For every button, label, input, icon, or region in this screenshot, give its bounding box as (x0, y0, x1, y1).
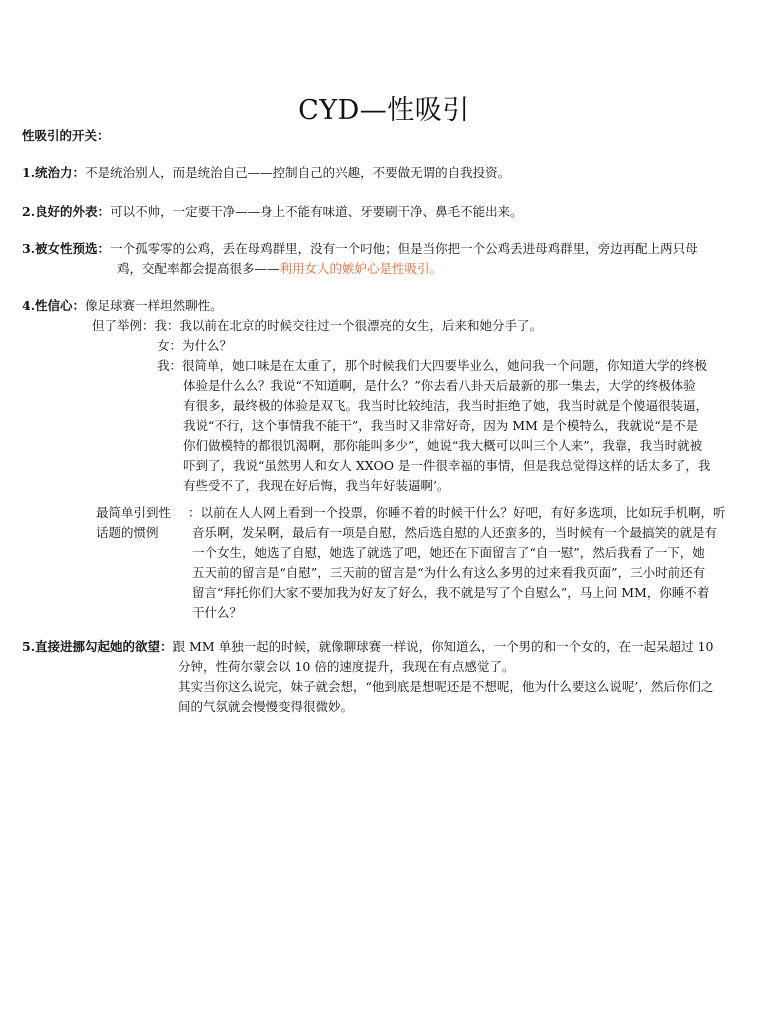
me-text-2-line-6: 吓到了，我说“虽然男人和女人 XXOO 是一件很幸福的事情，但是我总觉得这样的话太多了，我 (183, 458, 711, 473)
topic-body (192, 523, 717, 623)
topic-line-2: 音乐啊，发呆啊，最后有一项是自慰，然后选自慰的人还蛮多的，当时候有一个最搞笑的就是有 (192, 525, 718, 540)
topic-label-line-2: 话题的惯例 (96, 525, 159, 540)
section-5-line-2: 分钟，性荷尔蒙会以 10 倍的速度提升，我现在有点感觉了。 (178, 659, 515, 674)
topic-line-4: 五天前的留言是“自慰”，三天前的留言是“为什么有这么多男的过来看我页面”，三小时前还有 (192, 565, 706, 580)
section-4-text: 像足球赛一样坦然聊性。 (85, 298, 223, 313)
topic-line-1: 以前在人人网上看到一个投票，你睡不着的时候干什么？好吧，有好多选项，比如玩手机啊，听 (200, 505, 726, 520)
me-text-2-line-7: 有些受不了，我现在好后悔，我当年好装逼啊’。 (183, 478, 450, 493)
page-title: CYD—性吸引 (298, 95, 470, 126)
topic-line-3: 一个女生，她选了自慰，她选了就选了吧，她还在下面留言了“自一慰”，然后我看了一下，她 (192, 545, 705, 560)
example-label: 但了举例： (92, 318, 155, 333)
section-1-text: 不是统治别人，而是统治自己——控制自己的兴趣，不要做无谓的自我投资。 (85, 165, 511, 180)
intro-heading: 性吸引的开关： (22, 128, 110, 143)
section-3-line-2-text: 鸡，交配率都会提高很多—— (117, 261, 280, 276)
section-5-body (178, 657, 713, 717)
topic-label (96, 503, 171, 543)
section-3-highlight: 利用女人的嫉妒心是性吸引。 (279, 261, 443, 276)
her-label: 女： (157, 338, 183, 353)
section-2 (22, 202, 523, 222)
section-5 (22, 637, 714, 657)
topic-colon: ： (188, 505, 201, 520)
section-4-heading: 4.性信心： (22, 298, 86, 313)
me-text-2-line-1: 很简单，她口味是在太重了，那个时候我们大四要毕业么，她问我一个问题，你知道大学的终极 (182, 358, 708, 373)
topic-line-5: 留言“拜托你们大家不要加我为好友了好么，我不就是写了个自慰么”，马上问 MM，你睡不着 (192, 585, 710, 600)
me-text-2-line-5: 你们做模特的都很饥渴啊，那你能叫多少”，她说“我大概可以叫三个人来”，我靠，我当时就被 (183, 438, 703, 453)
me-text-2-line-3: 有很多，最终极的体验是双飞。我当时比较纯洁，我当时拒绝了她，我当时就是个傻逼很装逼， (183, 398, 709, 413)
dialog-line-me-1 (92, 316, 542, 336)
section-5-line-3: 其实当你这么说完，妹子就会想，“他到底是想呢还是不想呢，他为什么要这么说呢’，然后你们之 (178, 679, 714, 694)
me-text-2-line-2: 体验是什么么？我说“不知道啊，是什么？”你去看八卦天后最新的那一集去，大学的终极体验 (183, 378, 696, 393)
section-1 (22, 163, 510, 183)
section-5-line-1: 跟 MM 单独一起的时候，就像聊球赛一样说，你知道么，一个男的和一个女的，在一起呆超过 10 (172, 639, 714, 654)
section-5-line-4: 间的气氛就会慢慢变得很微妙。 (178, 699, 354, 714)
section-1-heading: 1.统治力： (22, 165, 86, 180)
topic-line-6: 干什么？ (192, 605, 243, 620)
section-3 (22, 239, 698, 259)
section-2-text: 可以不帅，一定要干净——身上不能有味道、牙要刷干净、鼻毛不能出来。 (110, 204, 523, 219)
section-3-line-2 (117, 259, 442, 279)
section-5-heading: 5.直接进挪勾起她的欲望： (22, 639, 173, 654)
section-3-heading: 3.被女性预选： (22, 241, 111, 256)
me-text-1: 我以前在北京的时候交往过一个很漂亮的女生，后来和她分手了。 (179, 318, 543, 333)
me-label-1: 我： (154, 318, 180, 333)
her-text: 为什么？ (182, 338, 233, 353)
me-text-2-line-4: 我说“不行，这个事情我不能干”，我当时又非常好奇，因为 MM 是个模特么，我就说“是不是 (183, 418, 699, 433)
topic-first-line (188, 503, 726, 523)
section-4 (22, 296, 223, 316)
dialog-line-me-2 (157, 356, 707, 376)
me-label-2: 我： (157, 358, 183, 373)
section-2-heading: 2.良好的外表： (22, 204, 111, 219)
me-text-2-rest (183, 376, 710, 496)
dialog-line-her (157, 336, 232, 356)
topic-label-line-1: 最简单引到性 (96, 505, 172, 520)
section-3-line-1: 一个孤零零的公鸡，丢在母鸡群里，没有一个叼他；但是当你把一个公鸡丢进母鸡群里，旁边再配上两只母 (110, 241, 698, 256)
